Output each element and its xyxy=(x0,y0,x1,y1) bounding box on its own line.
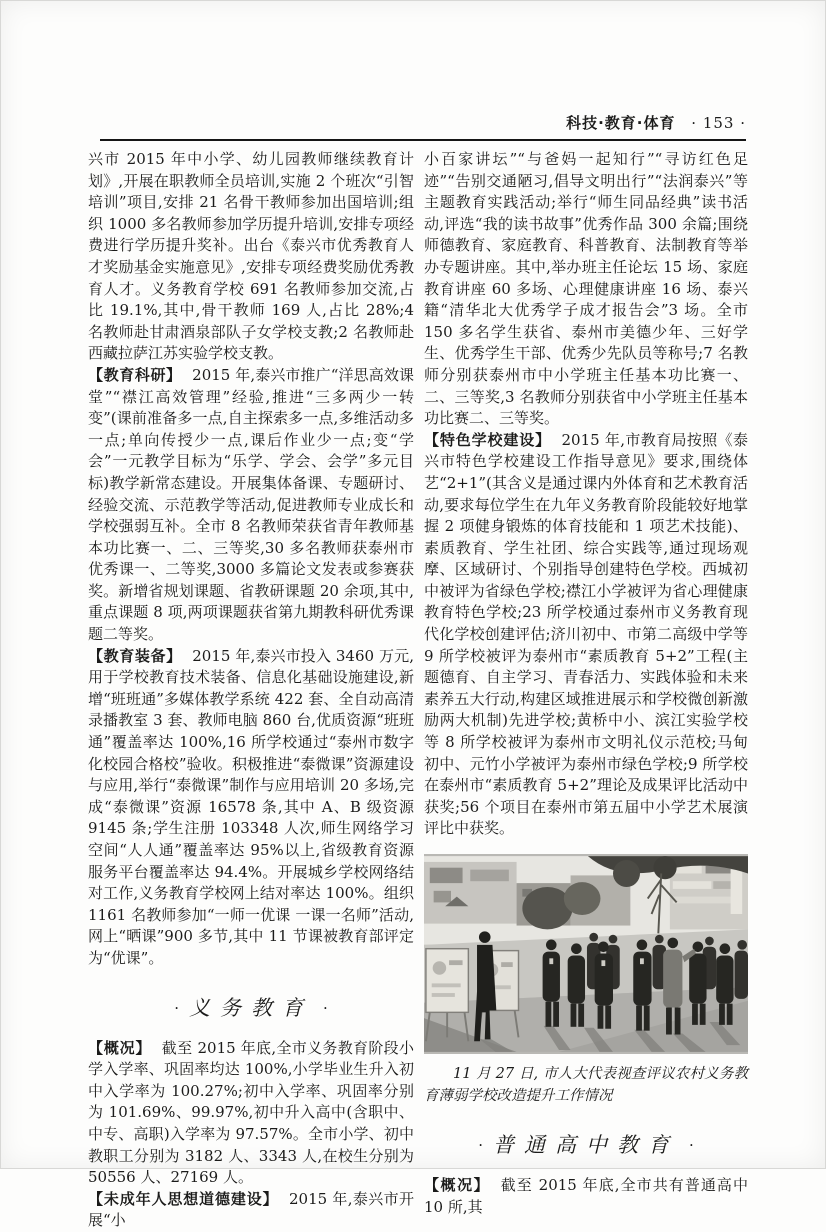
entry-education-research xyxy=(88,365,414,646)
page-number: · 153 · xyxy=(691,114,746,132)
entry-overview xyxy=(88,1038,414,1189)
entry-text: 2015 年,市教育局按照《泰兴市特色学校建设工作指导意见》要求,围绕体艺“2+1”(其含义是通过课内外体育和艺术教育活动,要求每位学生在九年义务教育阶段能较好地掌握 2 项健身锻炼的体育技能和 1 项艺术技能)、素质教育、学生社团、综合实践等,通过现场观摩、区域研讨、个别指导创建特色学校。西城初中被评为省绿色学校;襟江小学被评为省心理健康教育特色学校;23 所学校通过泰州市义务教育现代化学校创建评估;济川初中、市第二高级中学等 9 所学校被评为泰州市“素质教育 5+2”工程(主题德育、自主学习、青春活力、实践体验和未来素养五大行动,构建区域推进展示和学校微创新激励两大机制)先进学校;黄桥中小、滨江实验学校等 8 所学校被评为泰州市文明礼仪示范校;马甸初中、元竹小学被评为泰州市绿色学校;9 所学校在泰州市“素质教育 5+2”理论及成果评比活动中获奖;56 个项目在泰州市第五届中小学艺术展演评比中获奖。 xyxy=(424,430,748,838)
photo-caption: 11 月 27 日, 市人大代表视查评议农村义务教育薄弱学校改造提升工作情况 xyxy=(424,1066,748,1104)
heading-dot-right: · xyxy=(689,1136,694,1154)
entry-minors-moral-education xyxy=(88,1189,414,1232)
entry-featured-schools xyxy=(424,430,748,840)
entry-label: 【教育装备】 xyxy=(88,646,182,665)
entry-text: 2015 年,泰兴市开展“小 xyxy=(88,1189,414,1230)
entry-text: 截至 2015 年底,全市义务教育阶段小学入学率、巩固率均达 100%,小学毕业生升入初中入学率为 100.27%;初中入学率、巩固率分别为 101.69%、99.97%,初中升入高中(含职中、中专、高职)入学率为 97.57%。全市小学、初中教职工分别为 3182 人、3343 人,在校生分别为 50556 人、27169 人。 xyxy=(88,1038,414,1187)
section-heading-general-high-school xyxy=(424,1129,748,1159)
left-column xyxy=(88,149,414,1232)
running-head xyxy=(566,112,746,133)
entry-text: 2015 年,泰兴市投入 3460 万元,用于学校教育技术装备、信息化基础设施建设,新增“班班通”多媒体教学系统 422 套、全自动高清录播教室 3 套、教师电脑 860 台,优质资源“班班通”覆盖率达 100%,16 所学校通过“泰州市数字化校园合格校”验收。积极推进“泰微课”资源建设与应用,举行“泰微课”制作与应用培训 20 多场,完成“泰微课”资源 16578 条,其中 A、B 级资源 9145 条;学生注册 103348 人次,师生网络学习空间“人人通”覆盖率达 95%以上,省级教育资源服务平台覆盖率达 94.4%。开展城乡学校网络结对工作,义务教育学校网上结对率达 100%。组织 1161 名教师参加“一师一优课 一课一名师”活动,网上“晒课”900 多节,其中 11 节课被教育部评定为“优课”。 xyxy=(88,646,414,967)
entry-text: 2015 年,泰兴市推广“洋思高效课堂”“襟江高效管理”经验,推进“三多两少一转变”(课前准备多一点,自主探索多一点,多维活动多一点;单向传授少一点,课后作业少一点;变“学会”一元教学目标为“乐学、学会、会学”多元目标)教学新常态建设。开展集体备课、专题研讨、经验交流、示范教学等活动,促进教师专业成长和学校强弱互补。全市 8 名教师荣获省青年教师基本功比赛一、二、三等奖,30 多名教师获泰州市优秀课一、二等奖,3000 多篇论文发表或参赛获奖。新增省规划课题、省教研课题 20 余项,其中,重点课题 8 项,两项课题获省第九期教科研优秀课题二等奖。 xyxy=(88,365,414,644)
paragraph-continued: 兴市 2015 年中小学、幼儿园教师继续教育计划》,开展在职教师全员培训,实施 2 个班次“引智培训”项目,安排 21 名骨干教师参加出国培训;组织 1000 多名教师参加学历提升培训,安排专项经费进行学历提升奖补。出台《泰兴市优秀教育人才奖励基金实施意见》,安排专项经费奖励优秀教育人才。义务教育学校 691 名教师参加交流,占比 19.1%,其中,骨干教师 169 人,占比 28%;4 名教师赴甘肃酒泉部队子女学校支教;2 名教师赴西藏拉萨江苏实验学校支教。 xyxy=(88,150,414,363)
heading-dot-left: · xyxy=(174,998,179,1017)
photo-image xyxy=(424,854,748,1054)
entry-education-equipment xyxy=(88,646,414,970)
right-column xyxy=(424,149,748,1218)
heading-dot-right: · xyxy=(323,998,328,1017)
paragraph-continued: 小百家讲坛”“与爸妈一起知行”“寻访红色足迹”“告别交通陋习,倡导文明出行”“法润泰兴”等主题教育实践活动;举行“师生同品经典”读书活动,评选“我的读书故事”优秀作品 300 余篇;围绕师德教育、家庭教育、科普教育、法制教育等举办专题讲座。其中,举办班主任论坛 15 场、家庭教育讲座 60 多场、心理健康讲座 16 场、泰兴籍“清华北大优秀学子成才报告会”3 场。全市 150 多名学生获省、泰州市美德少年、三好学生、优秀学生干部、优秀少先队员等称号;7 名教师分别获泰州市中小学班主任基本功比赛一、二、三等奖,3 名教师分别获省中小学班主任基本功比赛二、三等奖。 xyxy=(424,150,748,428)
entry-label: 【教育科研】 xyxy=(88,365,182,384)
entry-overview xyxy=(424,1175,748,1218)
entry-label: 【概况】 xyxy=(88,1038,152,1057)
heading-title: 义务教育 xyxy=(189,995,313,1020)
section-heading-compulsory-education xyxy=(88,992,414,1022)
heading-title: 普通高中教育 xyxy=(493,1133,679,1157)
running-head-section: 科技·教育·体育 xyxy=(566,114,676,132)
entry-text: 截至 2015 年底,全市共有普通高中 10 所,其 xyxy=(424,1176,748,1216)
heading-dot-left: · xyxy=(478,1136,483,1154)
news-photo xyxy=(424,854,748,1054)
entry-label: 【未成年人思想道德建设】 xyxy=(88,1189,279,1208)
entry-label: 【特色学校建设】 xyxy=(424,430,552,449)
header-rule xyxy=(100,139,746,141)
entry-label: 【概况】 xyxy=(424,1176,491,1194)
